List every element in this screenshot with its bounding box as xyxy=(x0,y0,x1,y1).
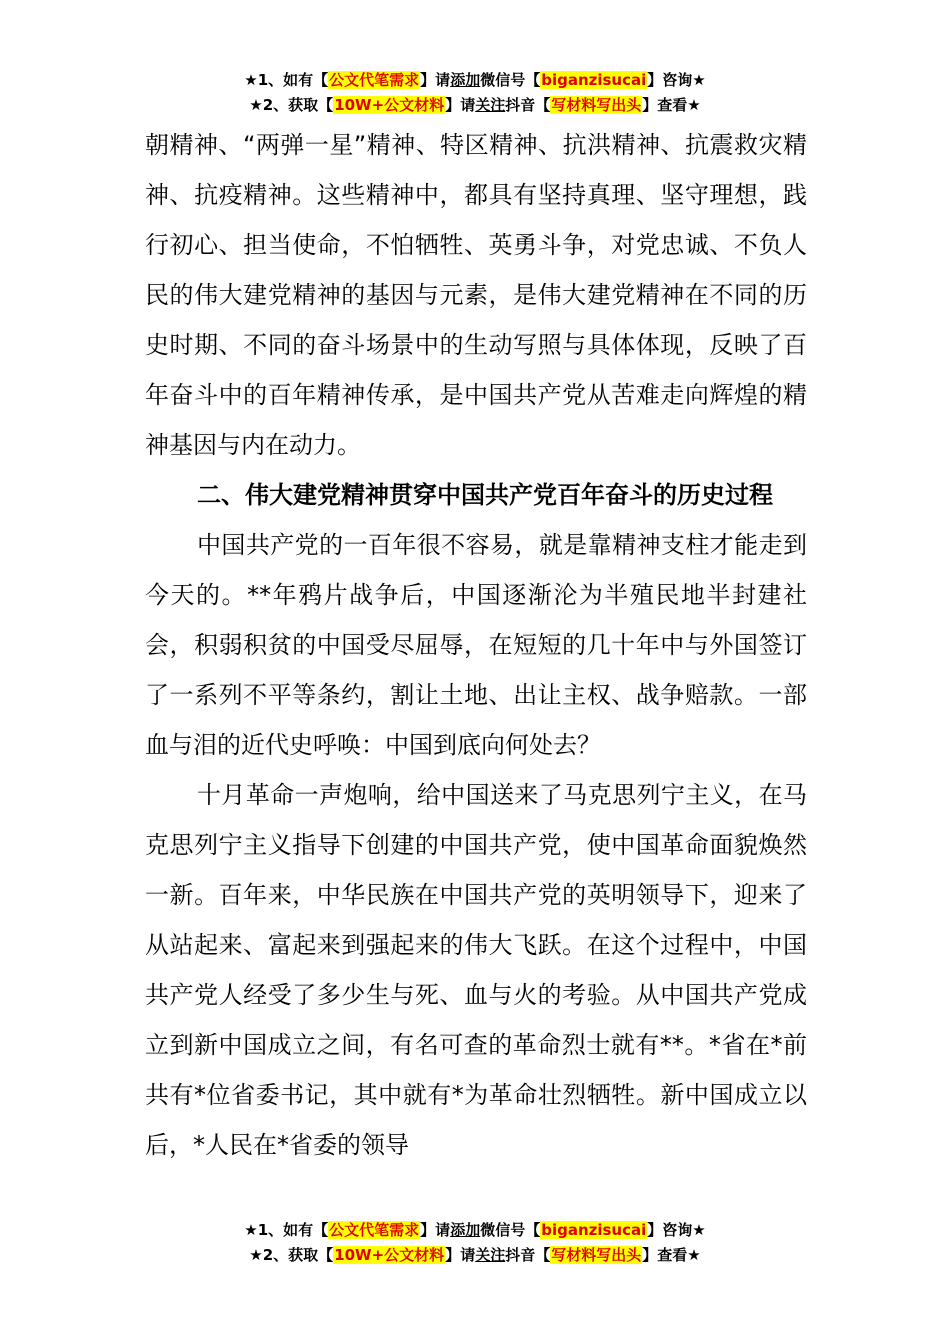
paragraph: 中国共产党的一百年很不容易，就是靠精神支柱才能走到今天的。**年鸦片战争后，中国逐渐沦为半殖民地半封建社会，积弱积贫的中国受尽屈辱，在短短的几十年中与外国签订了一系列不平等条约，割让土地、出让主权、战争赔款。一部血与泪的近代史呼唤：中国到底向何处去？ xyxy=(145,531,807,759)
banner-text: 】请 xyxy=(420,1221,451,1239)
banner-highlight: 10W+公文材料 xyxy=(334,1246,445,1264)
banner-text: ★1、如有【 xyxy=(244,71,329,89)
banner-highlight: 10W+公文材料 xyxy=(334,96,445,114)
banner-text: 抖音【 xyxy=(505,1246,551,1264)
banner-line-2 xyxy=(0,1243,950,1268)
banner-text: 】请 xyxy=(445,1246,476,1264)
banner-underline-text: 添加 xyxy=(450,1221,481,1239)
banner-text: 】咨询★ xyxy=(647,1221,706,1239)
banner-text: 】咨询★ xyxy=(647,71,706,89)
banner-highlight: 写材料写出头 xyxy=(551,96,642,114)
paragraph: 十月革命一声炮响，给中国送来了马克思列宁主义，在马克思列宁主义指导下创建的中国共产党，使中国革命面貌焕然一新。百年来，中华民族在中国共产党的英明领导下，迎来了从站起来、富起来到强起来的伟大飞跃。在这个过程中，中国共产党人经受了多少生与死、血与火的考验。从中国共产党成立到新中国成立之间，有名可查的革命烈士就有**。*省在*前共有*位省委书记，其中就有*为革命壮烈牺牲。新中国成立以后，*人民在*省委的领导 xyxy=(145,781,807,1159)
banner-line-1 xyxy=(0,68,950,93)
banner-text: 】请 xyxy=(420,71,451,89)
section-heading: 二、伟大建党精神贯穿中国共产党百年奋斗的历史过程 xyxy=(197,481,773,509)
banner-text: 】请 xyxy=(445,96,476,114)
document-body xyxy=(145,120,807,1170)
banner-text: 微信号【 xyxy=(480,1221,541,1239)
banner-text: 】查看★ xyxy=(642,96,701,114)
banner-underline-text: 关注 xyxy=(475,96,506,114)
banner-underline-text: 添加 xyxy=(450,71,481,89)
paragraph: 朝精神、“两弹一星”精神、特区精神、抗洪精神、抗震救灾精神、抗疫精神。这些精神中，都具有坚持真理、坚守理想，践行初心、担当使命，不怕牺牲、英勇斗争，对党忠诚、不负人民的伟大建党精神的基因与元素，是伟大建党精神在不同的历史时期、不同的奋斗场景中的生动写照与具体体现，反映了百年奋斗中的百年精神传承，是中国共产党从苦难走向辉煌的精神基因与内在动力。 xyxy=(145,131,807,459)
banner-text: 】查看★ xyxy=(642,1246,701,1264)
banner-line-2 xyxy=(0,93,950,118)
banner-highlight: 公文代笔需求 xyxy=(329,1221,420,1239)
banner-text: 微信号【 xyxy=(480,71,541,89)
header-banner xyxy=(0,68,950,118)
banner-highlight: 公文代笔需求 xyxy=(329,71,420,89)
banner-text: ★1、如有【 xyxy=(244,1221,329,1239)
banner-text: ★2、获取【 xyxy=(249,1246,334,1264)
banner-highlight: 写材料写出头 xyxy=(551,1246,642,1264)
banner-highlight: biganzisucai xyxy=(541,71,647,89)
banner-underline-text: 关注 xyxy=(475,1246,506,1264)
banner-line-1 xyxy=(0,1218,950,1243)
banner-highlight: biganzisucai xyxy=(541,1221,647,1239)
banner-text: ★2、获取【 xyxy=(249,96,334,114)
footer-banner xyxy=(0,1218,950,1268)
banner-text: 抖音【 xyxy=(505,96,551,114)
